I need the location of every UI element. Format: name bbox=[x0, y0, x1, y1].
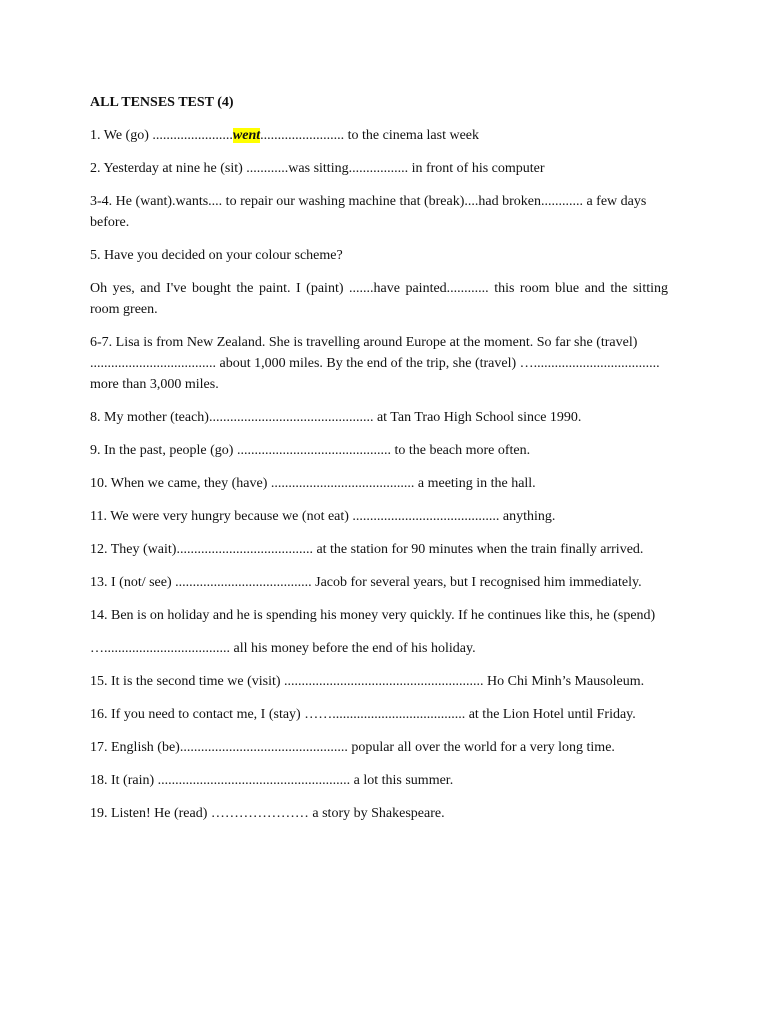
question-10: 10. When we came, they (have) ......................................... a meeting in the hall. bbox=[90, 476, 536, 491]
question-5-response: Oh yes, and I've bought the paint. I (paint) .......have painted............ this room blue and the sitting room green. bbox=[90, 281, 668, 317]
worksheet-title: ALL TENSES TEST (4) bbox=[90, 95, 234, 110]
question-12: 12. They (wait)....................................... at the station for 90 minutes when the train finally arrived. bbox=[90, 542, 644, 557]
question-6-7: 6-7. Lisa is from New Zealand. She is travelling around Europe at the moment. So far she (travel) .................................... about 1,000 miles. By the end of the trip, she (travel) ….................................... more than 3,000 miles. bbox=[90, 335, 660, 392]
question-11: 11. We were very hungry because we (not eat) .......................................... anything. bbox=[90, 509, 556, 524]
question-17: 17. English (be)................................................ popular all over the world for a very long time. bbox=[90, 740, 615, 755]
question-18: 18. It (rain) ....................................................... a lot this summer. bbox=[90, 773, 454, 788]
question-9: 9. In the past, people (go) ............................................ to the beach more often. bbox=[90, 443, 531, 458]
question-19: 19. Listen! He (read) ………………… a story by Shakespeare. bbox=[90, 806, 445, 821]
question-14-continued: ….................................... all his money before the end of his holiday. bbox=[90, 641, 476, 656]
question-3-4: 3-4. He (want).wants.... to repair our washing machine that (break)....had broken............ a few days before. bbox=[90, 194, 647, 230]
worksheet bbox=[90, 92, 668, 836]
question-1-prompt: 1. We (go) ....................... bbox=[90, 128, 233, 143]
question-1 bbox=[90, 125, 668, 146]
question-16: 16. If you need to contact me, I (stay) ……...................................... at the Lion Hotel until Friday. bbox=[90, 707, 636, 722]
question-15: 15. It is the second time we (visit) ......................................................... Ho Chi Minh’s Mausoleum. bbox=[90, 674, 645, 689]
question-13: 13. I (not/ see) ....................................... Jacob for several years, but I recognised him immediately. bbox=[90, 575, 642, 590]
question-8: 8. My mother (teach)............................................... at Tan Trao High School since 1990. bbox=[90, 410, 582, 425]
question-5: 5. Have you decided on your colour scheme? bbox=[90, 248, 343, 263]
question-2: 2. Yesterday at nine he (sit) ............was sitting................. in front of his computer bbox=[90, 161, 545, 176]
question-1-answer: went bbox=[232, 128, 261, 143]
question-14: 14. Ben is on holiday and he is spending his money very quickly. If he continues like this, he (spend) bbox=[90, 608, 656, 623]
question-1-rest: ........................ to the cinema last week bbox=[260, 128, 480, 143]
